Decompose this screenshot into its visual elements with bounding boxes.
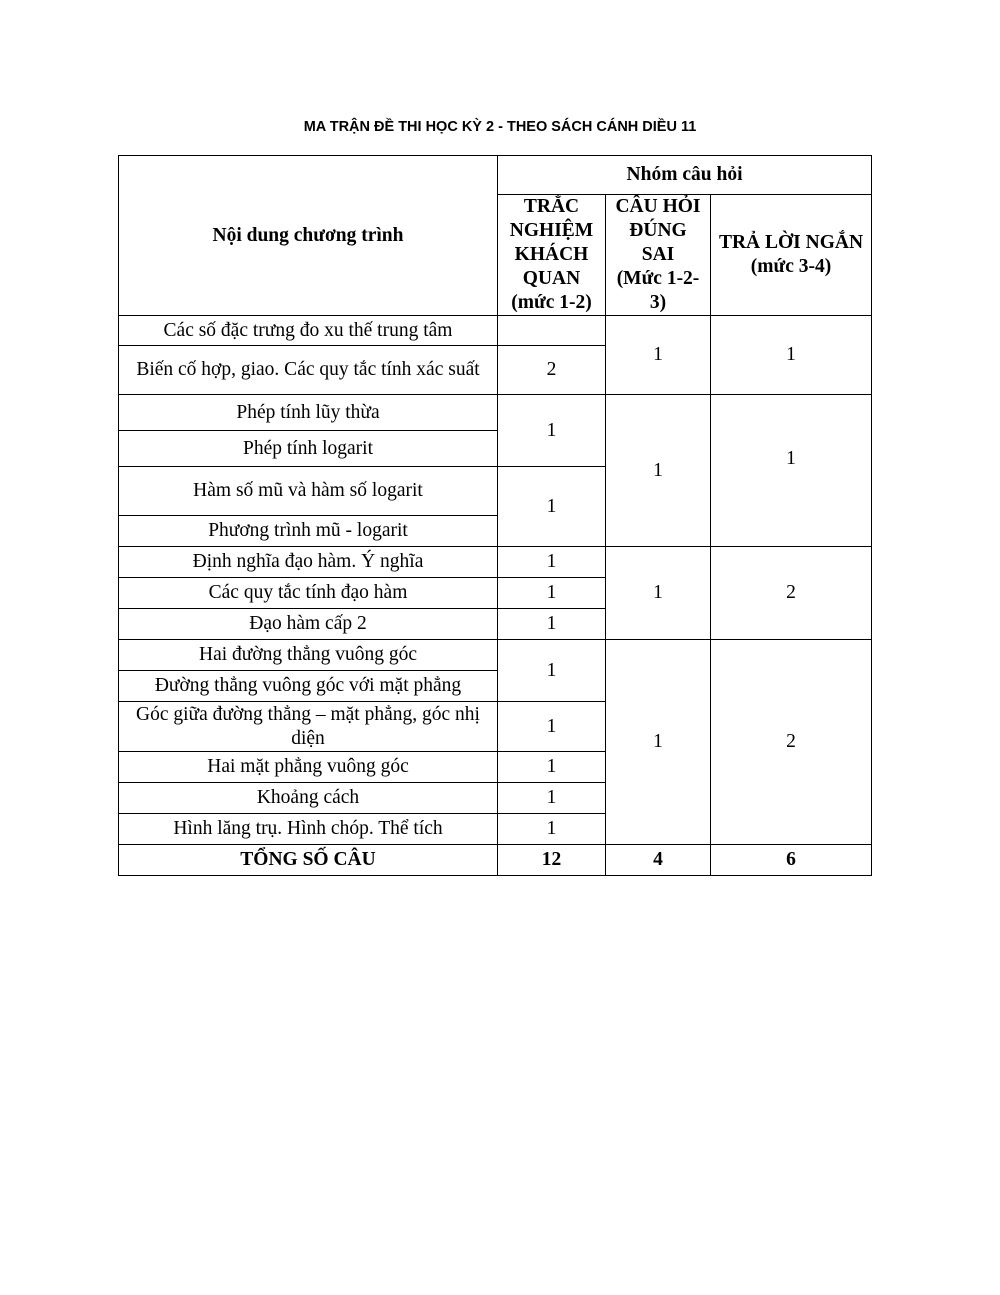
cell-short-answer: 2 xyxy=(711,640,872,845)
cell-short-answer: 1 xyxy=(711,395,872,547)
header-content: Nội dung chương trình xyxy=(119,156,498,316)
cell-short-answer: 1 xyxy=(711,316,872,395)
table-row-label: Phương trình mũ - logarit xyxy=(119,516,498,547)
header-multiple-choice: TRẮC NGHIỆM KHÁCH QUAN (mức 1-2) xyxy=(498,195,606,316)
table-row-label: Hàm số mũ và hàm số logarit xyxy=(119,467,498,516)
cell-multiple-choice: 1 xyxy=(498,752,606,783)
cell-short-answer: 2 xyxy=(711,547,872,640)
table-row-label: Góc giữa đường thẳng – mặt phẳng, góc nhị diện xyxy=(119,702,498,752)
table-row-label: Hai đường thẳng vuông góc xyxy=(119,640,498,671)
cell-multiple-choice: 1 xyxy=(498,640,606,702)
table-row-label: Hình lăng trụ. Hình chóp. Thể tích xyxy=(119,814,498,845)
cell-multiple-choice: 1 xyxy=(498,609,606,640)
table-row-label: Đạo hàm cấp 2 xyxy=(119,609,498,640)
cell-multiple-choice xyxy=(498,316,606,346)
header-question-group: Nhóm câu hỏi xyxy=(498,156,872,195)
cell-multiple-choice: 1 xyxy=(498,395,606,467)
cell-multiple-choice: 1 xyxy=(498,814,606,845)
cell-true-false: 1 xyxy=(606,395,711,547)
table-row-label: Các số đặc trưng đo xu thế trung tâm xyxy=(119,316,498,346)
cell-multiple-choice: 1 xyxy=(498,702,606,752)
cell-multiple-choice: 1 xyxy=(498,467,606,547)
cell-multiple-choice: 1 xyxy=(498,578,606,609)
cell-true-false: 1 xyxy=(606,316,711,395)
header-short-answer: TRẢ LỜI NGẮN (mức 3-4) xyxy=(711,195,872,316)
exam-matrix-table xyxy=(118,155,872,876)
total-true-false: 4 xyxy=(606,845,711,876)
table-row-label: Biến cố hợp, giao. Các quy tắc tính xác suất xyxy=(119,346,498,395)
table-row-label: Hai mặt phẳng vuông góc xyxy=(119,752,498,783)
total-multiple-choice: 12 xyxy=(498,845,606,876)
table-row-label: Các quy tắc tính đạo hàm xyxy=(119,578,498,609)
cell-multiple-choice: 1 xyxy=(498,783,606,814)
table-row-label: Đường thẳng vuông góc với mặt phẳng xyxy=(119,671,498,702)
table-row-label: Phép tính logarit xyxy=(119,431,498,467)
cell-multiple-choice: 2 xyxy=(498,346,606,395)
total-label: TỔNG SỐ CÂU xyxy=(119,845,498,876)
table-row-label: Phép tính lũy thừa xyxy=(119,395,498,431)
total-short-answer: 6 xyxy=(711,845,872,876)
cell-true-false: 1 xyxy=(606,547,711,640)
header-true-false: CÂU HỎI ĐÚNG SAI (Mức 1-2-3) xyxy=(606,195,711,316)
table-row-label: Định nghĩa đạo hàm. Ý nghĩa xyxy=(119,547,498,578)
cell-true-false: 1 xyxy=(606,640,711,845)
cell-multiple-choice: 1 xyxy=(498,547,606,578)
table-row-label: Khoảng cách xyxy=(119,783,498,814)
page-title: MA TRẬN ĐỀ THI HỌC KỲ 2 - THEO SÁCH CÁNH DIỀU 11 xyxy=(303,119,697,135)
